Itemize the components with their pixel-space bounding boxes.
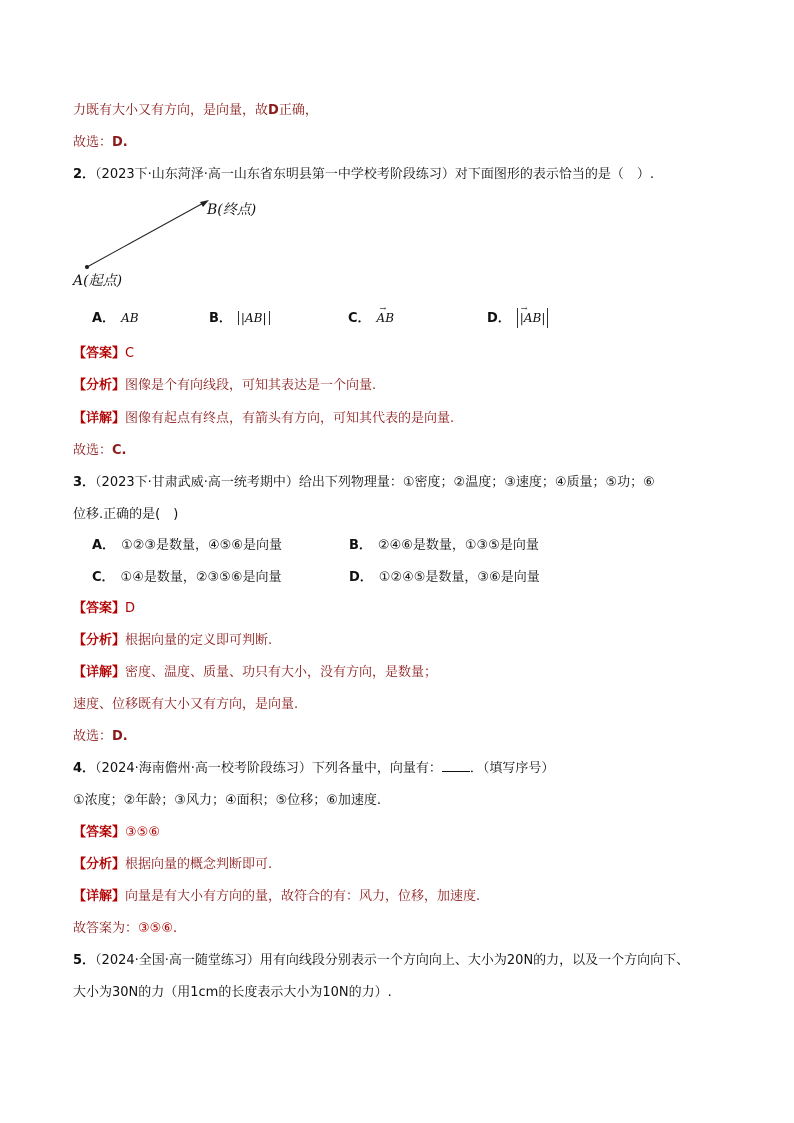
q4-final-answer: 故答案为：③⑤⑥. — [73, 921, 178, 936]
q2-option-c: C．→ AB — [348, 308, 394, 329]
q2-option-a: A． AB — [92, 311, 139, 326]
q2-detail: 【详解】图像有起点有终点，有箭头有方向，可知其代表的是向量. — [73, 411, 455, 426]
q4-detail: 【详解】向量是有大小有方向的量，故符合的有：风力，位移，加速度. — [73, 889, 481, 904]
q5-stem: 5．（2024·全国·高一随堂练习）用有向线段分别表示一个方向向上、大小为20N的力，以及一个方向向下、 — [73, 953, 690, 968]
q2-analysis: 【分析】图像是个有向线段，可知其表达是一个向量. — [73, 378, 377, 393]
q2-start-label: A(起点) — [73, 273, 123, 289]
q3-choice-line: 故选：D. — [73, 729, 128, 744]
q2-end-label: B(终点) — [207, 202, 257, 218]
vector-start-point — [85, 265, 89, 269]
q3-stem-cont: 位移.正确的是( ) — [73, 507, 179, 522]
q4-analysis: 【分析】根据向量的概念判断即可. — [73, 857, 273, 872]
q3-detail-cont: 速度、位移既有大小又有方向，是向量. — [73, 697, 299, 712]
q4-stem: 4．（2024·海南儋州·高一校考阶段练习）下列各量中，向量有： ．（填写序号） — [73, 761, 555, 776]
q5-stem-cont: 大小为30N的力（用1cm的长度表示大小为10N的力）. — [73, 985, 392, 1000]
vector-segment — [87, 201, 207, 267]
q2-choice-line: 故选：C. — [73, 443, 127, 458]
q2-stem: 2．（2023下·山东菏泽·高一山东省东明县第一中学校考阶段练习）对下面图形的表示恰当的是（ ）. — [73, 167, 655, 182]
q3-option-c: C． ①④是数量，②③⑤⑥是向量 — [92, 570, 282, 585]
q4-answer-blank — [442, 759, 470, 772]
q4-answer: 【答案】③⑤⑥ — [73, 825, 160, 840]
q1-choice-line: 故选：D. — [73, 135, 128, 150]
q1-conclusion-line: 力既有大小又有方向，是向量，故D正确， — [73, 103, 318, 118]
q3-answer: 【答案】D — [73, 601, 136, 616]
q2-option-b: B． |AB| — [209, 308, 270, 329]
q3-option-d: D． ①②④⑤是数量，③⑥是向量 — [349, 570, 540, 585]
q3-analysis: 【分析】根据向量的定义即可判断. — [73, 633, 273, 648]
q3-option-b: B． ②④⑥是数量，①③⑤是向量 — [349, 538, 539, 553]
q3-option-a: A． ①②③是数量，④⑤⑥是向量 — [92, 538, 282, 553]
q2-answer: 【答案】C — [73, 346, 135, 361]
q3-detail: 【详解】密度、温度、质量、功只有大小，没有方向，是数量； — [73, 665, 438, 680]
q2-option-d: D．→ |AB| — [487, 308, 548, 329]
q3-stem: 3．（2023下·甘肃武威·高一统考期中）给出下列物理量：①密度；②温度；③速度；④质量；⑤功；⑥ — [73, 475, 655, 490]
q4-items: ①浓度；②年龄；③风力；④面积；⑤位移；⑥加速度. — [73, 793, 382, 808]
